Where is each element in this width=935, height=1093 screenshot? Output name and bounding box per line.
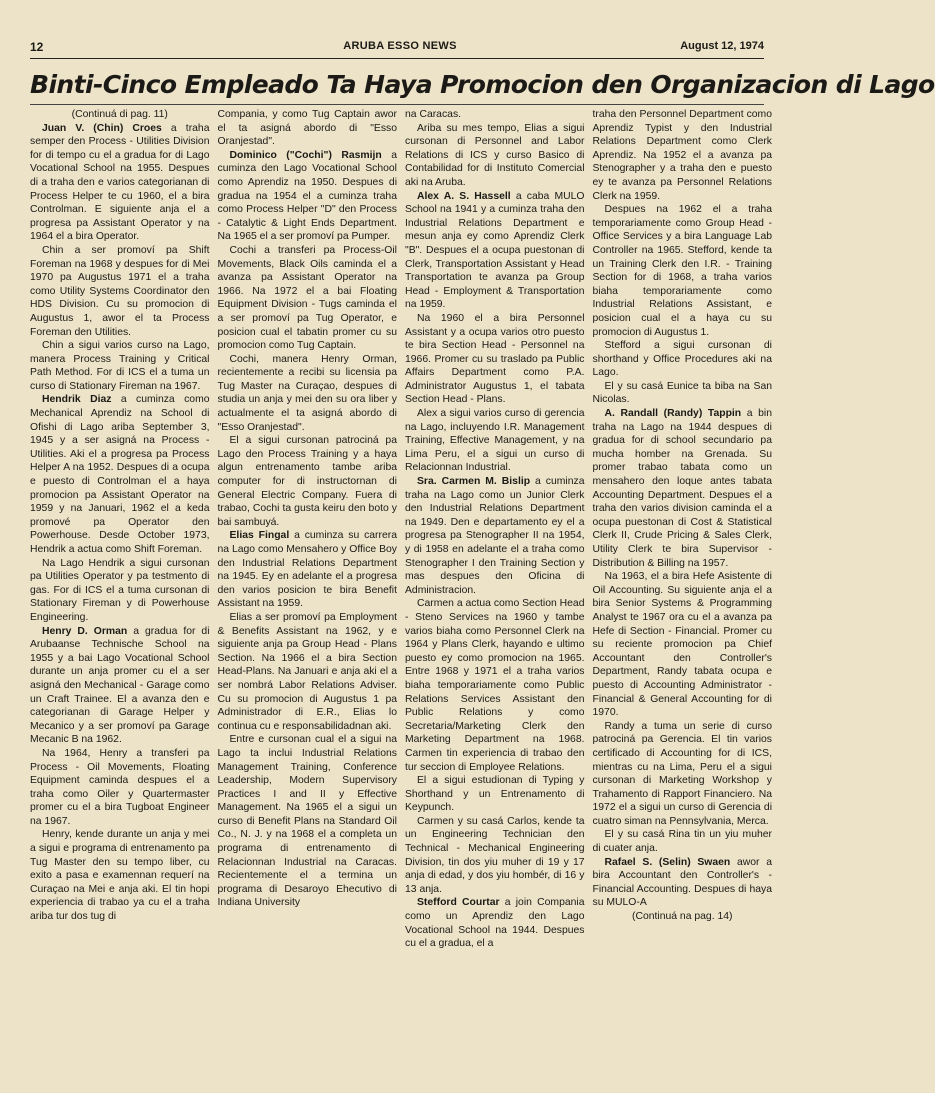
person-name: Stefford Courtar [417,897,500,909]
paragraph-text: Henry, kende durante un anja y mei a sigui e programa di entrenamento pa Tug Master den su tempo liber, cu exito a pasa e examennan requerí na Curaçao na Mei e anja aki. El tin hopi experiencia di trabao ya cu el a traha ariba tur dos tug di [30,829,210,923]
article-column-3 [405,108,585,1078]
paragraph-text: El a sigui cursonan patrociná pa Lago den Process Training y a haya algun entrenamento tambe ariba computer for di instructornan di General Electric Company. Fuera di trabao, Cochi ta gusta keiru den boto y bai sambuyá. [217,435,397,528]
paragraph-text: awor a bira Accountant den Controller's - Financial Accounting. Despues di haya su MULO-A [592,856,772,909]
paragraph-text: El y su casá Rina tin un yiu muher di cuater anja. [592,829,772,855]
paragraph-text: (Continuá di pag. 11) [71,109,168,120]
person-name: Dominico ("Cochi") Rasmijn [229,149,382,161]
paragraph-text: Chin a sigui varios curso na Lago, manera Process Training y Critical Path Method. For di ICS el a tuma un curso di Stationary Fireman na 1967. [30,340,210,392]
article-column-2 [218,108,398,1078]
paragraph-text: (Continuá na pag. 14) [631,911,733,923]
paragraph [218,733,398,910]
person-name: Hendrik Diaz [42,394,112,406]
paragraph [218,434,398,529]
headline-rule [30,104,764,105]
person-name: Sra. Carmen M. Bislip [417,476,531,488]
paragraph-text: a cuminza traha na Lago como un Junior Clerk den Industrial Relations Department na 1949. Den e departamento ey el a progresa pa Stenographer II na 1954, y di 1958 en adelante el a traha como Stenographer I den Training Section y mas despues den Oficina di Administracion. [405,476,585,596]
paragraph [218,149,398,244]
paragraph-text: a join Compania como un Aprendiz den Lago Vocational School na 1944. Despues cu el a gradua, el a [405,897,585,950]
article-headline: Binti-Cinco Empleado Ta Haya Promocion den Organizacion di Lago [30,70,935,99]
paragraph-text: Carmen y su casá Carlos, kende ta un Engineering Technician den Technical - Mechanical Engineering Division, tin dos yiu muher di 19 y 17 anja di edad, y dos yiu hombér, di 16 y 13 anja. [405,815,585,895]
paragraph-text: na Caracas. [405,109,462,120]
paragraph [405,475,585,597]
newspaper-name: ARUBA ESSO NEWS [343,40,457,52]
paragraph [405,774,585,815]
article-column-1 [30,108,210,1078]
paragraph [30,393,210,556]
paragraph [30,339,210,393]
paragraph-text: Ariba su mes tempo, Elias a sigui cursonan di Personnel and Labor Relations di ICS y curso Basico di Contabilidad for di Instituto Comercial aki na Aruba. [405,122,585,188]
paragraph-text: a cuminza como Mechanical Aprendiz na School di Ofishi di Lago ariba September 3, 1945 y a ser asigná na Process - Utilities. Aki el a progresa pa Process Helper A na 1952. Despues di a ocupa e puesto di Controlman el a haya promocion pa Assistant Operator na 1959 y na Januari, 1962 el a keda promové pa Operator den Powerhouse. Desde October 1973, Hendrik a actua como Shift Foreman. [30,394,210,555]
paragraph [405,597,585,774]
paragraph [30,244,210,339]
paragraph-text: Na 1964, Henry a transferi pa Process - Oil Movements, Floating Equipment caminda despues el a traha como Oiler y Quartermaster promer cu el a bira Tugboat Engineer na 1967. [30,747,210,827]
paragraph [405,896,585,950]
person-name: Rafael S. (Selin) Swaen [604,856,731,868]
top-rule [30,58,764,59]
paragraph-text: traha den Personnel Department como Aprendiz Typist y den Industrial Relations Department como Clerk Aprendiz. Na 1952 el a avanza pa Stenographer y a traha den e puesto ey te avanza pa Personnel Relations Clerk na 1959. [592,109,772,202]
person-name: Alex A. S. Hassell [417,190,511,202]
paragraph-text: a cuminza su carrera na Lago como Mensahero y Office Boy den Industrial Relations Department na 1945. Ey en adelante el a progresa den varios posicion te bira Benefit Assistant na 1959. [217,530,397,610]
paragraph [593,380,773,407]
paragraph [405,122,585,190]
page-number: 12 [30,40,44,54]
article-column-4 [593,108,773,1078]
paragraph-text: Entre e cursonan cual el a sigui na Lago ta inclui Industrial Relations Management Training, Conference Leadership, Modern Supervisory Practices I and II y Effective Management. Na 1965 el a sigui un curso di Benefit Plans na Standard Oil Co., N. J. y na 1968 el a completa un programa di entrenamento di Relacionnan Industrial na Caracas. Recientemente el a termina un programa di Desaroyo Ehecutivo di Indiana University [217,734,397,909]
paragraph [593,108,773,203]
paragraph-text: a bin traha na Lago na 1944 despues di gradua for di school secundario pa mucha homber na Grenada. Su promer trabao tabata como un mensahero den loque antes tabata Accounting Department. Despues el a traha den varios division caminda el a ocupa puestonan di Cost & Statistical Clerk II, Crude Pricing & Sales Clerk, Utility Clerk te bira Supervisor - Distribution & Billing na 1957. [592,408,773,569]
paragraph [30,122,210,244]
paragraph [405,815,585,897]
paragraph [30,108,210,122]
paragraph [593,828,773,855]
paragraph [218,529,398,611]
paragraph-text: a gradua for di Arubaanse Technische School na 1955 y a bai Lago Vocational School durante un anja promer cu el a ser asigná den Mechanical - Garage como un Craft Trainee. El a avanza den e categorianan di Garage Helper y Mecanico y a ser promoví pa Garage Mecanic B na 1962. [30,625,210,746]
paragraph [30,747,210,829]
person-name: Elias Fingal [229,530,290,542]
person-name: A. Randall (Randy) Tappin [604,408,742,420]
paragraph-text: Stefford a sigui cursonan di shorthand y Office Procedures aki na Lago. [592,340,772,379]
paragraph [405,190,585,312]
paragraph [30,557,210,625]
paragraph [593,339,773,380]
paragraph [30,828,210,923]
paragraph [218,108,398,149]
paragraph [30,625,210,747]
paragraph-text: Na 1963, el a bira Hefe Asistente di Oil Accounting. Su siguiente anja el a bira Senior Systems & Programming Analyst te 1967 ora cu el a avanza pa Hefe di Section - Financial. Promer cu su reciente promocion pa Chief Accountant den Controller's Department, Randy tabata ocupa e puesto di Accounting Administrator - Financial & General Accounting for di 1970. [592,571,772,719]
paragraph [593,570,773,720]
paragraph-text: Compania, y como Tug Captain awor el ta asigná abordo di "Esso Oranjestad". [217,109,397,148]
paragraph-text: a cuminza den Lago Vocational School como Aprendiz na 1950. Despues di gradua na 1954 el a cuminza traha como Process Helper "D" den Process - Catalytic & Light Ends Department. Na 1965 el a ser promoví pa Pumper. [217,149,397,243]
paragraph [218,353,398,435]
paragraph-text: Chin a ser promoví pa Shift Foreman na 1968 y despues for di Mei 1970 pa Augustus 1971 el a traha como Utility Systems Coordinator den HDS Division. Cu su promocion di Augustus 1, awor el ta Process Foreman den Utilities. [30,244,210,338]
paragraph [405,108,585,122]
paragraph [593,203,773,339]
person-name: Henry D. Orman [42,625,128,637]
paragraph [218,244,398,353]
paragraph-text: Na 1960 el a bira Personnel Assistant y a ocupa varios otro puesto te bira Section Head - Personnel na 1966. Promer cu su traslado pa Public Affairs Department como P.A. Administrator Augustus 1, el tabata Section Head - Plans. [405,312,585,406]
paragraph-text: a traha semper den Process - Utilities Division for di tempo cu el a gradua for di Lago Vocational School na 1955. Despues di a traha den e varios categorianan di Process Helper te cu 1960, el a bira Controlman. E siguiente anja el a progresa pa Assistant Operator y na 1964 el a bira Operator. [30,122,210,243]
issue-date: August 12, 1974 [680,40,764,52]
paragraph [593,910,773,924]
paragraph-text: Cochi a transferi pa Process-Oil Movements, Black Oils caminda el a avanza pa Assistant Operator na 1966. Na 1972 el a bai Floating Equipment Division - Tugs caminda el a ser promoví pa Tug Operator, e posicion cual el tabatin promer cu su promocion como Tug Captain. [217,244,397,352]
paragraph-text: Randy a tuma un serie di curso patrociná pa Gerencia. El tin varios certificado di Accounting for di ICS, mientras cu na Lima, Peru el a sigui cursonan di Marketing Workshop y Trahamento di Rapport Financiero. Na 1972 el a sigui un curso di Gerencia di cuatro siman na Pennsylvania, Merca. [592,720,772,827]
paragraph-text: Na Lago Hendrik a sigui cursonan pa Utilities Operator y pa testmento di gas. For di ICS el a tuma cursonan di Stationary Fireman y di Powerhouse Engineering. [30,557,210,623]
paragraph [593,407,773,570]
paragraph [218,611,398,733]
person-name: Juan V. (Chin) Croes [42,122,162,134]
paragraph [405,312,585,407]
paragraph-text: El a sigui estudionan di Typing y Shorthand y un Entrenamento di Keypunch. [405,775,585,814]
masthead [30,38,770,56]
paragraph [405,407,585,475]
paragraph-text: Despues na 1962 el a traha temporariamente como Group Head - Office Services y a bira Language Lab Controller na 1965. Stefford, kende ta un Training Clerk den I.R. - Training Section for di 1968, a traha varios biaha temporariamente como Industrial Relations Assistant, e posicion cual el a haya cu su promocion di Augustus 1. [592,204,772,338]
article-body [30,108,772,1078]
paragraph [593,720,773,829]
paragraph-text: Elias a ser promoví pa Employment & Benefits Assistant na 1962, y e siguiente anja pa Group Head - Plans Section. Na 1966 el a bira Section Head-Plans. Na Januari e anja aki el a ser nombrá Labor Relations Adviser. Cu su promocion di Augustus 1 pa Administrador di E.R., Elias lo continua cu e responsabilidadnan aki. [217,611,397,732]
paragraph-text: Cochi, manera Henry Orman, recientemente a recibi su licensia pa Tug Master na Curaçao, despues di studia un anja y mei den su ora liber y actualmente el ta asigná abordo di "Esso Oranjestad". [217,353,397,433]
paragraph [593,856,773,910]
paragraph-text: El y su casá Eunice ta biba na San Nicolas. [592,380,772,406]
paragraph-text: Carmen a actua como Section Head - Steno Services na 1960 y tambe varios biaha como Personnel Clerk na 1964 y Plans Clerk, hayando e ultimo puesto ey como promocion na 1965. Entre 1968 y 1971 el a traha varios biaha temporariamente como Public Relations Services Assistant den Public Relations y como Secretaria/Marketing Clerk den Marketing Department na 1968. Carmen tin experiencia di trabao den tur seccion di Employee Relations. [405,598,585,773]
paragraph-text: Alex a sigui varios curso di gerencia na Lago, incluyendo I.R. Management Training, Effective Management, y na Lima Peru, el a sigui un curso di Relacionnan Industrial. [405,408,585,474]
paragraph-text: a caba MULO School na 1941 y a cuminza traha den Industrial Relations Department e mesun anja ey como Aprendiz Clerk "B". Despues el a ocupa puestonan di Clerk, Transportation Assistant y Head Transportation te avanza pa Group Head - Employment & Transportation na 1959. [405,190,585,311]
